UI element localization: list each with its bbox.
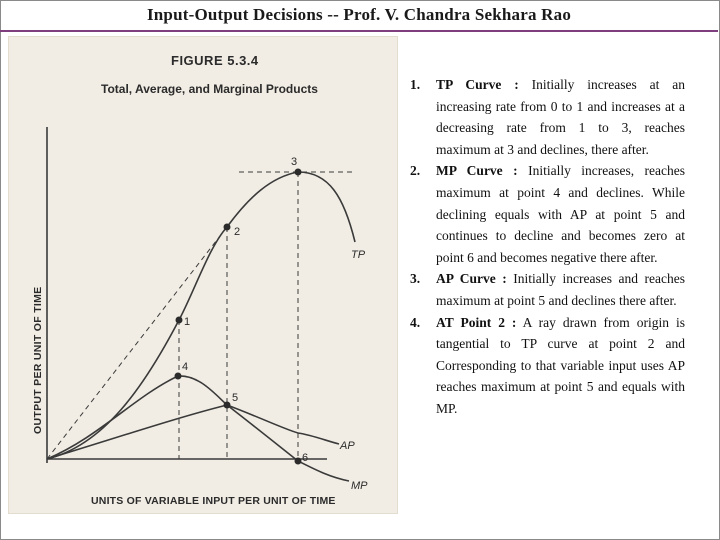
point-4-label: 4 [182,361,189,373]
mp-curve-label: MP [351,480,368,492]
y-axis-label: OUTPUT PER UNIT OF TIME [32,286,44,434]
tp-curve-label: TP [351,249,366,261]
note-number: 1. [410,77,421,92]
note-number: 2. [410,163,421,179]
point-6-label: 6 [302,452,309,464]
note-heading: AP Curve : [436,271,507,287]
title-bar [0,0,718,32]
notes-column [410,74,685,420]
figure-panel [8,36,398,514]
point-2-marker [224,224,231,231]
production-curves-plot [9,37,397,513]
note-text: Initially increases, reaches maximum at point 4 and declines. While declining equals with AP at point 5 and continues to decline and becomes zero at point 6 and becomes negative there after. [436,163,686,265]
tp-curve [47,172,355,459]
point-3-marker [295,169,302,176]
point-5-marker [224,402,231,409]
mp-curve [47,376,349,481]
point-3-label: 3 [291,156,298,168]
page-title: Input-Output Decisions -- Prof. V. Chandra Sekhara Rao [146,5,572,24]
x-axis-label: UNITS OF VARIABLE INPUT PER UNIT OF TIME [91,495,336,507]
ap-curve-label: AP [340,440,355,452]
note-text: Initially increases at an increasing rate from 0 to 1 and increases at a decreasing rate from 1 to 3, reaches maximum at 3 and declines, there after. [436,77,686,157]
note-heading: AT Point 2 : [436,314,517,330]
note-number: 3. [410,271,421,287]
note-item-1 [410,74,685,160]
figure-title: FIGURE 5.3.4 [171,53,259,68]
notes-list [410,74,685,420]
figure-subtitle: Total, Average, and Marginal Products [101,82,318,96]
ap-curve [47,405,339,459]
point-2-label: 2 [234,226,241,238]
point-6-marker [295,458,302,465]
note-number: 4. [410,314,421,330]
point-1-label: 1 [184,316,191,328]
tangent-ray [47,227,227,459]
note-item-4 [410,312,685,420]
note-heading: MP Curve : [436,163,518,179]
point-1-marker [176,317,183,324]
note-heading: TP Curve : [436,77,519,92]
note-item-3 [410,268,685,311]
point-4-marker [175,373,182,380]
note-item-2 [410,160,685,268]
note-text: A ray drawn from origin is tangential to TP curve at point 2 and Corresponding to that variable input uses AP reaches maximum at point 5 and equals with MP. [436,314,685,416]
note-text: Initially increases and reaches maximum at point 5 and declines there after. [436,271,685,308]
point-5-label: 5 [232,392,239,404]
